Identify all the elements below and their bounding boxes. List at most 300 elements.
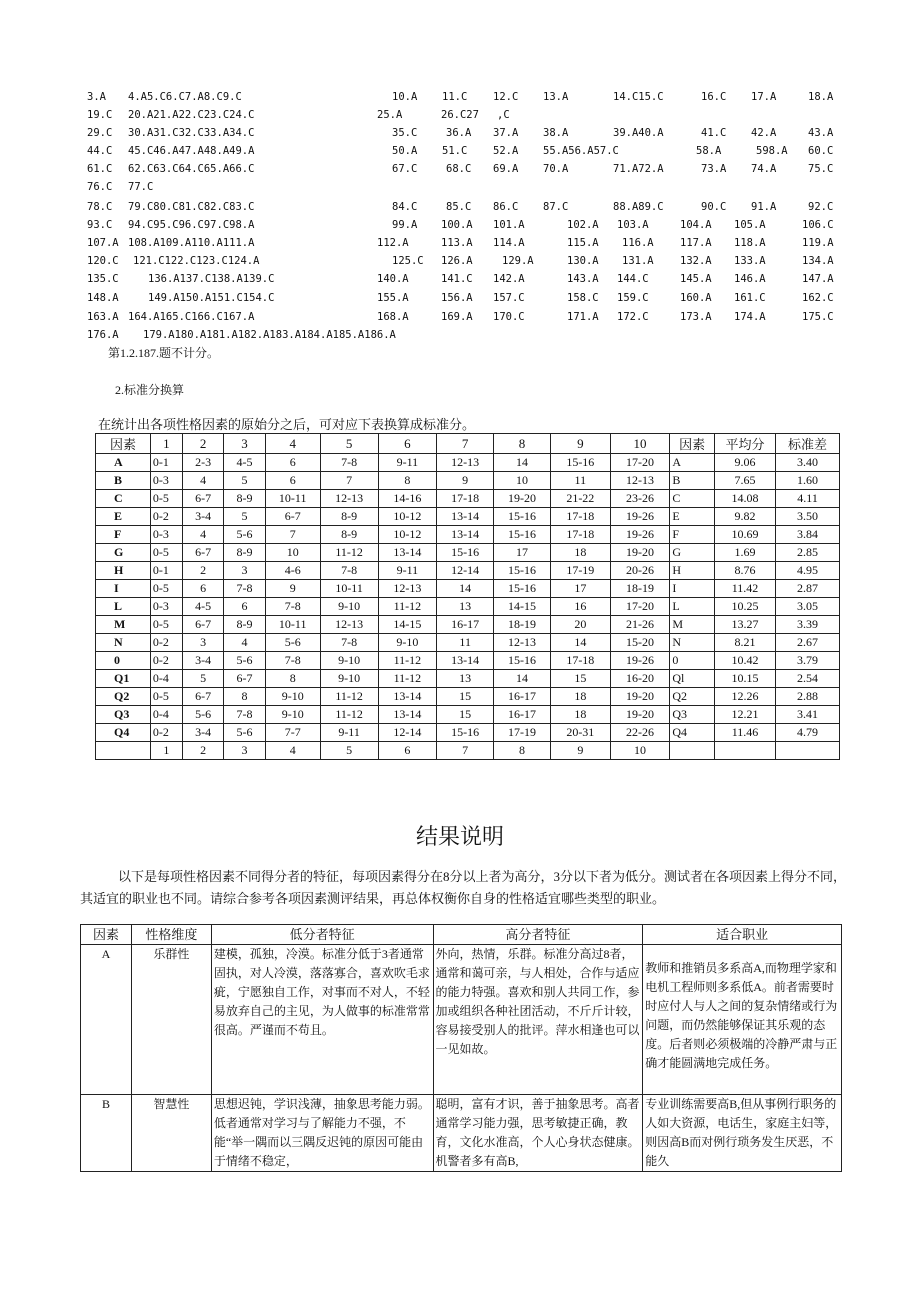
score-cell: 17-19 xyxy=(550,562,610,580)
answer-key-item: 3.A xyxy=(87,91,106,103)
answer-key-item: 121.C122.C123.C124.A xyxy=(133,255,260,267)
answer-key-item: 77.C xyxy=(128,181,154,193)
score-cell: 16-17 xyxy=(494,706,551,724)
score-cell: 4.95 xyxy=(776,562,840,580)
desc-low-cell: 思想迟钝，学识浅薄，抽象思考能力弱。低者通常对学习与了解能力不强，不能“举一隅而以三隅反迟钝的原因可能由于情绪不稳定， xyxy=(211,1095,433,1172)
answer-key-item: 29.C xyxy=(87,127,113,139)
factor-cell: Q1 xyxy=(96,670,151,688)
score-cell: 15-16 xyxy=(494,508,551,526)
score-header-cell: 因素 xyxy=(96,434,151,454)
score-cell: 3-4 xyxy=(182,508,223,526)
score-cell: 13 xyxy=(437,598,494,616)
answer-key-item: 140.A xyxy=(377,273,409,285)
desc-high-cell: 聪明，富有才识，善于抽象思考。高者通常学习能力强，思考敏捷正确，教育，文化水准高，个人心身状态健康。机警者多有高B, xyxy=(433,1095,643,1172)
desc-header-cell: 性格维度 xyxy=(131,925,211,945)
score-header-cell: 1 xyxy=(150,434,182,454)
score-cell: 8 xyxy=(224,688,265,706)
score-cell: 4 xyxy=(224,634,265,652)
answer-key-item: 125.C xyxy=(392,255,424,267)
answer-key-item: 87.C xyxy=(543,201,569,213)
score-cell: 7-8 xyxy=(320,562,378,580)
score-cell: 2.87 xyxy=(776,580,840,598)
factor-cell: A xyxy=(96,454,151,472)
score-cell: 17-19 xyxy=(494,724,551,742)
score-cell: 6 xyxy=(265,454,320,472)
answer-key-item: 598.A xyxy=(756,145,788,157)
answer-key-item: 156.A xyxy=(441,292,473,304)
answer-key-item: 52.A xyxy=(493,145,519,157)
score-cell: 0-5 xyxy=(150,580,182,598)
score-cell: 4-6 xyxy=(265,562,320,580)
score-cell: 6-7 xyxy=(182,544,223,562)
factor-cell: F xyxy=(96,526,151,544)
score-cell: Q2 xyxy=(670,688,715,706)
score-cell: 21-22 xyxy=(550,490,610,508)
score-row xyxy=(96,670,840,688)
factor-cell: B xyxy=(96,472,151,490)
answer-key-item: 113.A xyxy=(441,237,473,249)
answer-key-item: 171.A xyxy=(567,311,599,323)
score-cell: 0-2 xyxy=(150,634,182,652)
answer-key-item: 44.C xyxy=(87,145,113,157)
score-cell: 15-16 xyxy=(494,580,551,598)
score-cell: 0-5 xyxy=(150,544,182,562)
factor-cell: M xyxy=(96,616,151,634)
answer-key-item: 120.C xyxy=(87,255,119,267)
score-cell: 18-19 xyxy=(494,616,551,634)
score-footer-cell: 7 xyxy=(437,742,494,760)
score-cell: 0 xyxy=(670,652,715,670)
answer-key-item: 114.A xyxy=(493,237,525,249)
score-footer-cell: 3 xyxy=(224,742,265,760)
answer-key-item: 50.A xyxy=(392,145,418,157)
desc-high-cell: 外向，热情，乐群。标准分高过8者，通常和蔼可亲，与人相处，合作与适应的能力特强。喜欢和别人共同工作，参加或组织各种社团活动，不斤斤计较，容易接受别人的批评。萍水相逢也可以一见如故。 xyxy=(433,945,643,1095)
answer-key-item: 141.C xyxy=(441,273,473,285)
desc-factor-cell: A xyxy=(81,945,132,1095)
score-cell: 5 xyxy=(224,472,265,490)
score-cell: 3-4 xyxy=(182,724,223,742)
answer-key-item: 55.A56.A57.C xyxy=(543,145,619,157)
answer-key-item: 179.A180.A181.A182.A183.A184.A185.A186.A xyxy=(143,329,396,341)
score-footer-row xyxy=(96,742,840,760)
answer-key-item: 105.A xyxy=(734,219,766,231)
answer-key-item: 38.A xyxy=(543,127,569,139)
score-footer-cell: 6 xyxy=(378,742,437,760)
score-cell: 3.05 xyxy=(776,598,840,616)
score-footer-cell: 1 xyxy=(150,742,182,760)
answer-key-item: 104.A xyxy=(680,219,712,231)
score-row xyxy=(96,652,840,670)
score-cell: 20-31 xyxy=(550,724,610,742)
score-row xyxy=(96,724,840,742)
score-row xyxy=(96,634,840,652)
answer-key-item: 45.C46.A47.A48.A49.A xyxy=(128,145,255,157)
score-header-cell: 平均分 xyxy=(714,434,775,454)
score-cell: 15 xyxy=(437,706,494,724)
answer-key-item: 18.A xyxy=(808,91,834,103)
answer-key-item: 75.C xyxy=(808,163,834,175)
score-cell: 8 xyxy=(378,472,437,490)
score-cell: 10-12 xyxy=(378,508,437,526)
score-cell: 12-14 xyxy=(378,724,437,742)
answer-key-item: 86.C xyxy=(493,201,519,213)
factor-cell: I xyxy=(96,580,151,598)
section-intro: 在统计出各项性格因素的原始分之后，可对应下表换算成标准分。 xyxy=(98,417,476,432)
desc-low-cell: 建模，孤独，冷漠。标准分低于3者通常固执，对人冷漠，落落寡合，喜欢吹毛求疵，宁愿独自工作，对事而不对人，不轻易放弃自己的主见，为人做事的标准常常很高。严谨而不苟且。 xyxy=(211,945,433,1095)
answer-key-item: 164.A165.C166.C167.A xyxy=(128,311,255,323)
score-cell: 17-18 xyxy=(437,490,494,508)
score-cell: B xyxy=(670,472,715,490)
score-cell: 0-2 xyxy=(150,724,182,742)
answer-key-item: 117.A xyxy=(680,237,712,249)
answer-key-item: 17.A xyxy=(751,91,777,103)
score-cell: 12-13 xyxy=(378,580,437,598)
desc-table-header xyxy=(81,925,842,945)
score-cell: 7-8 xyxy=(320,634,378,652)
answer-key-item: 101.A xyxy=(493,219,525,231)
answer-key-item: 79.C80.C81.C82.C83.C xyxy=(128,201,255,213)
factor-cell: L xyxy=(96,598,151,616)
score-cell: 2.54 xyxy=(776,670,840,688)
score-cell: 19-20 xyxy=(610,706,670,724)
score-cell: 14 xyxy=(494,454,551,472)
score-cell: 10-12 xyxy=(378,526,437,544)
answer-key-item: 4.A5.C6.C7.A8.C9.C xyxy=(128,91,242,103)
answer-key-item: 107.A xyxy=(87,237,119,249)
score-cell: 17-20 xyxy=(610,598,670,616)
score-cell: 10.69 xyxy=(714,526,775,544)
score-cell: 3-4 xyxy=(182,652,223,670)
score-cell: 11 xyxy=(437,634,494,652)
score-cell: 9-11 xyxy=(378,454,437,472)
score-cell: 11.46 xyxy=(714,724,775,742)
score-cell: H xyxy=(670,562,715,580)
answer-key-item: 58.A xyxy=(696,145,722,157)
answer-key-item: 68.C xyxy=(446,163,472,175)
score-row xyxy=(96,472,840,490)
score-cell: 19-20 xyxy=(610,688,670,706)
answer-key-item: 11.C xyxy=(442,91,468,103)
score-cell: 4 xyxy=(182,472,223,490)
answer-key-item: 37.A xyxy=(493,127,519,139)
score-cell: 18 xyxy=(550,544,610,562)
score-header-cell: 因素 xyxy=(670,434,715,454)
answer-key-item: 103.A xyxy=(617,219,649,231)
score-header-cell: 4 xyxy=(265,434,320,454)
score-cell: 10-11 xyxy=(265,616,320,634)
score-cell: 17-18 xyxy=(550,652,610,670)
score-cell: 19-20 xyxy=(494,490,551,508)
score-cell: 3.40 xyxy=(776,454,840,472)
score-row xyxy=(96,580,840,598)
score-cell: 18-19 xyxy=(610,580,670,598)
answer-key-item: 118.A xyxy=(734,237,766,249)
score-cell: 6-7 xyxy=(182,616,223,634)
score-cell: 11-12 xyxy=(320,544,378,562)
answer-key-item: 145.A xyxy=(680,273,712,285)
answer-key-item: 160.A xyxy=(680,292,712,304)
answer-key-item: 147.A xyxy=(802,273,834,285)
answer-key-item: 25.A xyxy=(377,109,403,121)
score-cell: 7-7 xyxy=(265,724,320,742)
answer-key-item: 76.C xyxy=(87,181,113,193)
factor-cell: Q2 xyxy=(96,688,151,706)
score-cell: 9-11 xyxy=(320,724,378,742)
score-cell: 6-7 xyxy=(265,508,320,526)
score-cell: 8.76 xyxy=(714,562,775,580)
score-cell: 14-15 xyxy=(494,598,551,616)
score-conversion-table xyxy=(95,433,840,760)
score-cell: 0-5 xyxy=(150,490,182,508)
score-cell: 7-8 xyxy=(265,652,320,670)
answer-key-item: 26.C27 xyxy=(441,109,479,121)
score-cell: 12-13 xyxy=(494,634,551,652)
desc-factor-cell: B xyxy=(81,1095,132,1172)
score-cell: 15-16 xyxy=(550,454,610,472)
score-header-cell: 10 xyxy=(610,434,670,454)
score-cell: 10-11 xyxy=(320,580,378,598)
score-header-cell: 标准差 xyxy=(776,434,840,454)
score-cell: G xyxy=(670,544,715,562)
score-row xyxy=(96,508,840,526)
answer-key-item: 119.A xyxy=(802,237,834,249)
section-title: 2.标准分换算 xyxy=(115,383,185,397)
answer-key-item: 174.A xyxy=(734,311,766,323)
score-header-cell: 6 xyxy=(378,434,437,454)
score-cell: M xyxy=(670,616,715,634)
score-cell: 23-26 xyxy=(610,490,670,508)
score-cell: 0-2 xyxy=(150,652,182,670)
score-cell: 12.21 xyxy=(714,706,775,724)
answer-key-item: 133.A xyxy=(734,255,766,267)
answer-key-item: 115.A xyxy=(567,237,599,249)
answer-key-item: 157.C xyxy=(493,292,525,304)
score-cell: 14.08 xyxy=(714,490,775,508)
score-cell: Q4 xyxy=(670,724,715,742)
answer-key-item: 173.A xyxy=(680,311,712,323)
answer-key-item: 175.C xyxy=(802,311,834,323)
score-cell: 8-9 xyxy=(224,616,265,634)
answer-key-item: 51.C xyxy=(442,145,468,157)
answer-key-item: 91.A xyxy=(751,201,777,213)
score-footer-cell xyxy=(670,742,715,760)
answer-key-item: 12.C xyxy=(493,91,519,103)
answer-key-item: 170.C xyxy=(493,311,525,323)
desc-row xyxy=(81,945,842,1095)
score-cell: 18 xyxy=(550,706,610,724)
score-cell: 6 xyxy=(182,580,223,598)
score-cell: 10 xyxy=(494,472,551,490)
score-cell: 11-12 xyxy=(378,598,437,616)
score-cell: 15-16 xyxy=(437,544,494,562)
score-cell: 3 xyxy=(182,634,223,652)
answer-key-item: ,C xyxy=(497,109,510,121)
answer-key-item: 132.A xyxy=(680,255,712,267)
answer-key-item: 39.A40.A xyxy=(613,127,664,139)
answer-key-item: 159.C xyxy=(617,292,649,304)
answer-key-item: 36.A xyxy=(446,127,472,139)
score-cell: 5-6 xyxy=(182,706,223,724)
score-footer-cell: 10 xyxy=(610,742,670,760)
factor-cell: G xyxy=(96,544,151,562)
score-cell: 9-10 xyxy=(320,670,378,688)
score-cell: 16-17 xyxy=(437,616,494,634)
answer-key-item: 172.C xyxy=(617,311,649,323)
score-cell: 9 xyxy=(265,580,320,598)
score-cell: 9.06 xyxy=(714,454,775,472)
desc-jobs-cell: 教师和推销员多系高A,而物理学家和电机工程师则多系低A。前者需要时时应付人与人之间的复杂情绪或行为问题，而仍然能够保证其乐观的态度。后者则必须极端的冷静严肃与正确才能圆满地完成任务。 xyxy=(643,945,842,1095)
score-cell: 8.21 xyxy=(714,634,775,652)
score-cell: 7-8 xyxy=(265,598,320,616)
score-cell: L xyxy=(670,598,715,616)
score-header-cell: 7 xyxy=(437,434,494,454)
score-cell: 12-13 xyxy=(610,472,670,490)
answer-key-item: 61.C xyxy=(87,163,113,175)
desc-row xyxy=(81,1095,842,1172)
score-cell: 12-14 xyxy=(437,562,494,580)
score-cell: 11 xyxy=(550,472,610,490)
score-cell: 13 xyxy=(437,670,494,688)
score-row xyxy=(96,616,840,634)
score-cell: 15-20 xyxy=(610,634,670,652)
score-cell: 5-6 xyxy=(224,652,265,670)
score-cell: 5-6 xyxy=(224,724,265,742)
score-cell: 14-16 xyxy=(378,490,437,508)
score-cell: 4 xyxy=(182,526,223,544)
score-cell: 14-15 xyxy=(378,616,437,634)
answer-key-item: 116.A xyxy=(622,237,654,249)
answer-key-item: 130.A xyxy=(567,255,599,267)
factor-cell: C xyxy=(96,490,151,508)
score-cell: 10.42 xyxy=(714,652,775,670)
score-cell: 13.27 xyxy=(714,616,775,634)
score-cell: 17 xyxy=(494,544,551,562)
score-cell: 0-4 xyxy=(150,670,182,688)
score-cell: 9-10 xyxy=(265,706,320,724)
score-cell: 12-13 xyxy=(437,454,494,472)
answer-key-item: 41.C xyxy=(701,127,727,139)
score-cell: 16-17 xyxy=(494,688,551,706)
answer-key-item: 169.A xyxy=(441,311,473,323)
score-cell: 0-1 xyxy=(150,562,182,580)
answer-key-item: 92.C xyxy=(808,201,834,213)
score-cell: 19-26 xyxy=(610,508,670,526)
score-row xyxy=(96,562,840,580)
desc-header-cell: 高分者特征 xyxy=(433,925,643,945)
score-cell: 2-3 xyxy=(182,454,223,472)
score-row xyxy=(96,454,840,472)
score-cell: 3.84 xyxy=(776,526,840,544)
score-cell: 13-14 xyxy=(437,526,494,544)
score-cell: 7-8 xyxy=(224,580,265,598)
answer-key-item: 70.A xyxy=(543,163,569,175)
answer-key-item: 135.C xyxy=(87,273,119,285)
score-cell: 15-16 xyxy=(437,724,494,742)
score-cell: A xyxy=(670,454,715,472)
score-row xyxy=(96,706,840,724)
score-cell: 6-7 xyxy=(182,490,223,508)
score-header-cell: 3 xyxy=(224,434,265,454)
score-footer-cell: 2 xyxy=(182,742,223,760)
score-cell: 15-16 xyxy=(494,652,551,670)
score-cell: 0-4 xyxy=(150,706,182,724)
score-cell: 0-1 xyxy=(150,454,182,472)
answer-key-item: 162.C xyxy=(802,292,834,304)
answer-key-item: 176.A xyxy=(87,329,119,341)
answer-key-item: 30.A31.C32.C33.A34.C xyxy=(128,127,255,139)
answer-key-item: 129.A xyxy=(502,255,534,267)
score-cell: 9.82 xyxy=(714,508,775,526)
desc-dimension-cell: 智慧性 xyxy=(131,1095,211,1172)
score-table-header xyxy=(96,434,840,454)
score-cell: 11-12 xyxy=(320,706,378,724)
score-cell: 17-20 xyxy=(610,454,670,472)
answer-key-item: 106.C xyxy=(802,219,834,231)
score-cell: 10.25 xyxy=(714,598,775,616)
desc-jobs-cell: 专业训练需要高B,但从事例行职务的人如大资源，电话生，家庭主妇等，则因高B而对例行琐务发生厌恶，不能久 xyxy=(643,1095,842,1172)
answer-key-item: 20.A21.A22.C23.C24.C xyxy=(128,109,255,121)
score-cell: 15 xyxy=(437,688,494,706)
score-cell: 13-14 xyxy=(437,652,494,670)
score-cell: 9-11 xyxy=(378,562,437,580)
score-cell: 7-8 xyxy=(224,706,265,724)
score-cell: 3.39 xyxy=(776,616,840,634)
score-cell: 8-9 xyxy=(320,526,378,544)
answer-key-item: 13.A xyxy=(543,91,569,103)
answer-key-item: 94.C95.C96.C97.C98.A xyxy=(128,219,255,231)
answer-key-item: 155.A xyxy=(377,292,409,304)
factor-cell: 0 xyxy=(96,652,151,670)
score-cell: 2.88 xyxy=(776,688,840,706)
score-footer-cell: 5 xyxy=(320,742,378,760)
score-cell: 18 xyxy=(550,688,610,706)
score-cell: 12-13 xyxy=(320,616,378,634)
answer-key-item: 146.A xyxy=(734,273,766,285)
answer-key-item: 100.A xyxy=(441,219,473,231)
score-cell: 7-8 xyxy=(320,454,378,472)
score-cell: 9-10 xyxy=(265,688,320,706)
answer-key-item: 16.C xyxy=(701,91,727,103)
score-cell: 19-26 xyxy=(610,526,670,544)
score-cell: 0-3 xyxy=(150,526,182,544)
answer-key-item: 74.A xyxy=(751,163,777,175)
answer-key-note: 第1.2.187.题不计分。 xyxy=(108,346,220,360)
answer-key-item: 84.C xyxy=(392,201,418,213)
score-cell: 20-26 xyxy=(610,562,670,580)
score-cell: 6 xyxy=(265,472,320,490)
score-cell: 14 xyxy=(494,670,551,688)
answer-key-item: 144.C xyxy=(617,273,649,285)
score-cell: 15-16 xyxy=(494,526,551,544)
answer-key-item: 131.A xyxy=(622,255,654,267)
answer-key-item: 112.A xyxy=(377,237,409,249)
score-cell: 5-6 xyxy=(224,526,265,544)
answer-key-item: 90.C xyxy=(701,201,727,213)
score-row xyxy=(96,688,840,706)
score-cell: 10 xyxy=(265,544,320,562)
score-cell: 13-14 xyxy=(437,508,494,526)
score-cell: 12-13 xyxy=(320,490,378,508)
score-cell: 13-14 xyxy=(378,544,437,562)
desc-header-cell: 低分者特征 xyxy=(211,925,433,945)
score-cell: 4.79 xyxy=(776,724,840,742)
score-cell: 11-12 xyxy=(378,670,437,688)
score-cell: 13-14 xyxy=(378,688,437,706)
score-footer-cell: 8 xyxy=(494,742,551,760)
score-cell: 5 xyxy=(182,670,223,688)
score-header-cell: 8 xyxy=(494,434,551,454)
factor-cell: Q3 xyxy=(96,706,151,724)
